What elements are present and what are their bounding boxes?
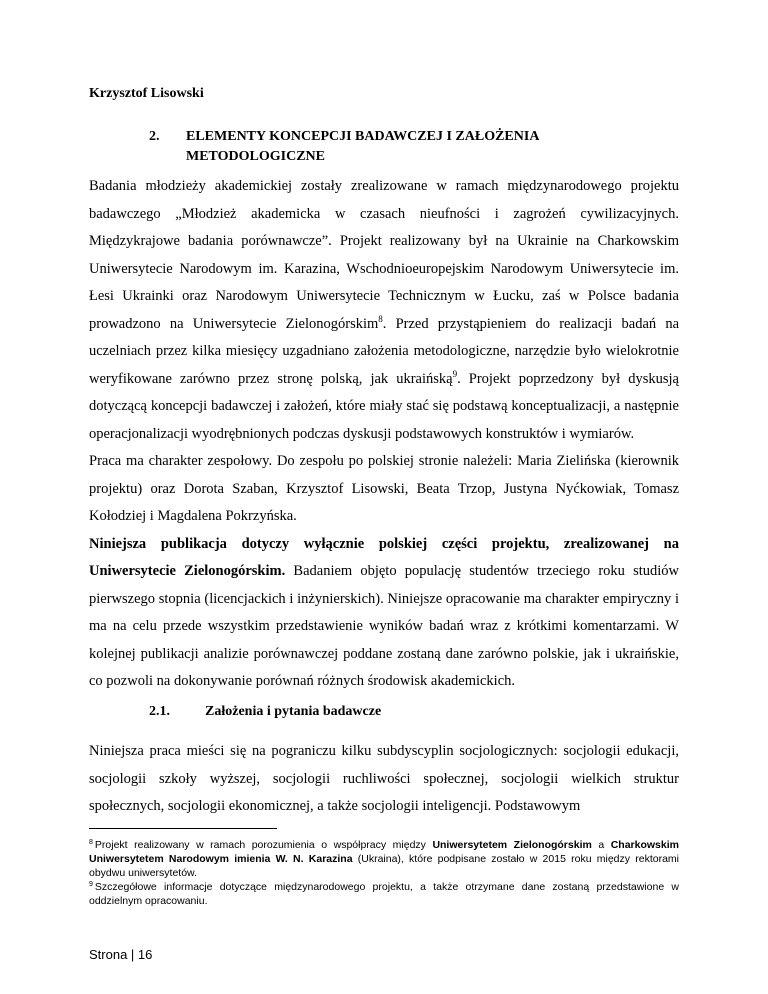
author-name: Krzysztof Lisowski — [89, 86, 204, 101]
section-title: ELEMENTY KONCEPCJI BADAWCZEJ I ZAŁOŻENIA METODOLOGICZNE — [186, 129, 539, 164]
subsection-number: 2.1. — [149, 704, 170, 719]
footnotes — [89, 838, 679, 908]
subsection-title: Założenia i pytania badawcze — [205, 704, 382, 719]
page-number: Strona | 16 — [89, 947, 153, 962]
paragraph-3: Niniejsza publikacja dotyczy wyłącznie polskiej części projektu, zrealizowanej na Uniwersytecie Zielonogórskim. Badaniem objęto populację studentów trzeciego roku studiów pierwszego stopnia (licencjackich i inżynierskich). Niniejsze opracowanie ma charakter empiryczny i ma na celu przede wszystkim przedstawienie wyników badań wraz z krótkimi komentarzami. W kolejnej publikacji analizie porównawczej poddane zostaną dane zarówno polskie, jak i ukraińskie, co pozwoli na dokonywanie porównań różnych środowisk akademickich. — [89, 535, 679, 689]
footnote-9: $^9$ Szczegółowe informacje dotyczące międzynarodowego projektu, a także otrzymane dane zostaną przedstawione w oddzielnym opracowaniu. — [89, 880, 679, 907]
footnote-ref-8[interactable]: 8 — [378, 313, 383, 324]
body-text — [89, 173, 679, 696]
footnote-8-number: 8 — [89, 838, 93, 846]
paragraph-2: Praca ma charakter zespołowy. Do zespołu po polskiej stronie należeli: Maria Zielińska (kierownik projektu) oraz Dorota Szaban, Krzysztof Lisowski, Beata Trzop, Justyna Nyćkowiak, Tomasz Kołodziej i Magdalena Pokrzyńska. — [89, 453, 679, 524]
body-text-2 — [89, 738, 679, 821]
footnote-separator — [89, 828, 277, 829]
footnote-8: $^8$ Projekt realizowany w ramach porozumienia o współpracy między Uniwersytetem Zielonogórskim a Charkowskim Uniwersytetem Narodowym imienia W. N. Karazina (Ukraina), które podpisane zostało w 2015 roku między rektorami obydwu uniwersytetów. — [89, 838, 679, 879]
paragraph-4: Niniejsza praca mieści się na pograniczu kilku subdyscyplin socjologicznych: socjologii edukacji, socjologii szkoły wyższej, socjologii ruchliwości społecznej, socjologii wielkich struktur społecznych, socjologii ekonomicznej, a także socjologii inteligencji. Podstawowym — [89, 743, 679, 814]
paragraph-1: Badania młodzieży akademickiej zostały zrealizowane w ramach międzynarodowego projektu badawczego „Młodzież akademicka w czasach nieufności i zagrożeń cywilizacyjnych. Międzykrajowe badania porównawcze”. Projekt realizowany był na Ukrainie na Charkowskim Uniwersytecie Narodowym im. Karazina, Wschodnioeuropejskim Narodowym Uniwersytecie im. Łesi Ukrainki oraz Narodowym Uniwersytecie Technicznym w Łucku, zaś w Polsce badania prowadzono na Uniwersytecie Zielonogórskim$^8$. Przed przystąpieniem do realizacji badań na uczelniach przez kilka miesięcy uzgadniano założenia metodologiczne, narzędzie było wielokrotnie weryfikowane zarówno przez stronę polską, jak ukraińską$^9$. Projekt poprzedzony był dyskusją dotyczącą koncepcji badawczej i założeń, które miały stać się podstawą konceptualizacji, a następnie operacjonalizacji wyodrębnionych podczas dyskusji podstawowych konstruktów i wymiarów. — [89, 178, 680, 442]
paragraph-3-bold: Niniejsza publikacja dotyczy wyłącznie polskiej części projektu, zrealizowanej na Uniwersytecie Zielonogórskim. — [89, 535, 679, 579]
footnote-9-number: 9 — [89, 880, 93, 888]
section-number: 2. — [149, 129, 160, 144]
footnote-ref-9[interactable]: 9 — [452, 368, 458, 379]
section-heading — [149, 127, 619, 167]
